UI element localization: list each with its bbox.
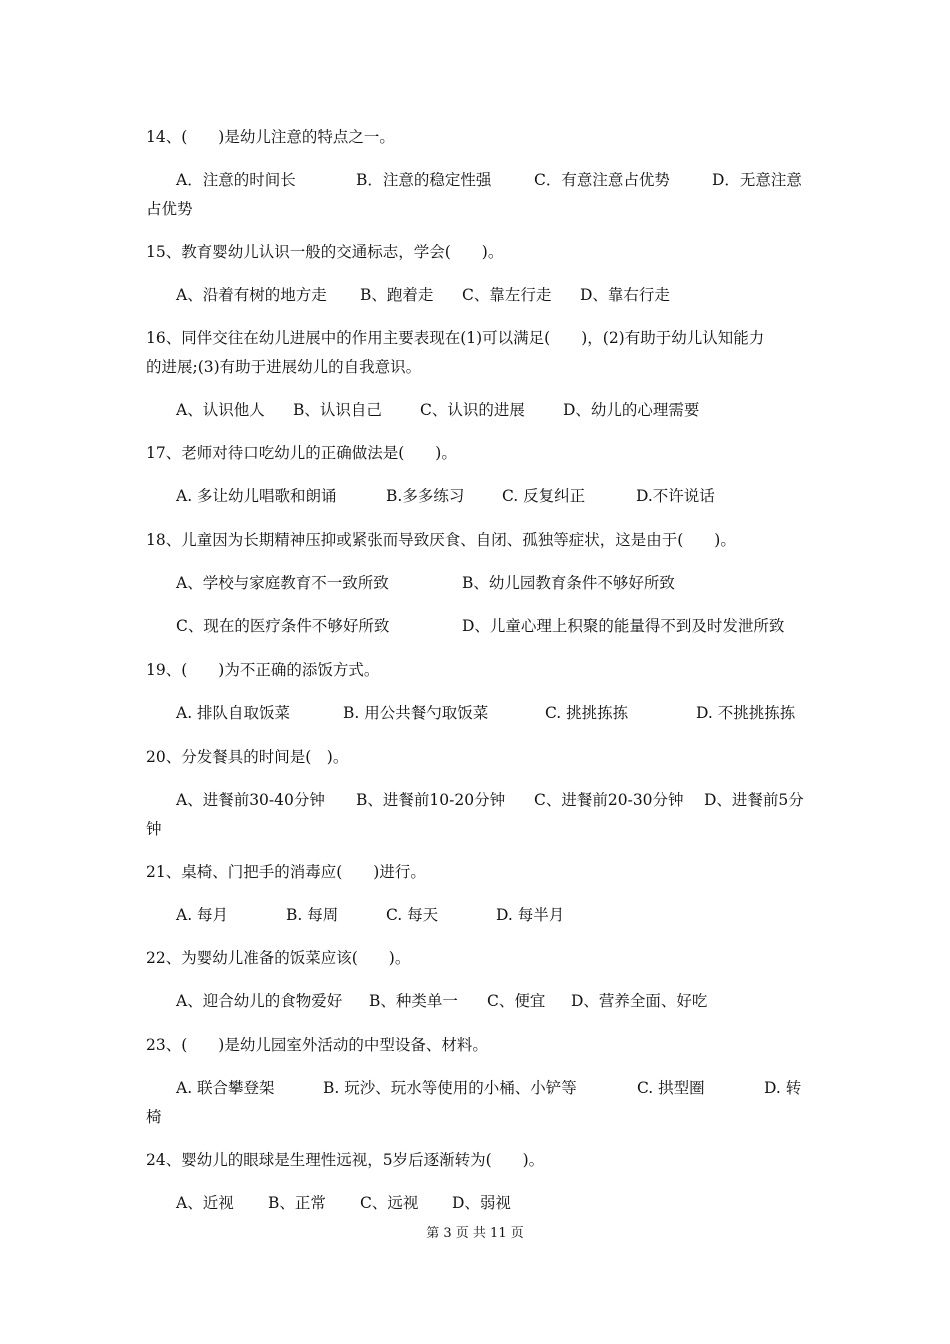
option-b: B.多多练习 <box>386 487 465 505</box>
option-continuation: 钟 <box>146 820 162 838</box>
question-stem: 22、为婴幼儿准备的饭菜应该( )。 <box>146 949 411 967</box>
page-number-footer: 第 3 页 共 11 页 <box>426 1226 524 1241</box>
option-c: C、现在的医疗条件不够好所致 <box>176 617 390 635</box>
option-a: A、沿着有树的地方走 <box>176 286 327 304</box>
option-a: A. 每月 <box>176 906 229 924</box>
option-b: B、种类单一 <box>369 992 458 1010</box>
option-c: C. 反复纠正 <box>502 487 586 505</box>
option-b: B. 玩沙、玩水等使用的小桶、小铲等 <box>323 1079 577 1097</box>
option-a: A．注意的时间长 <box>176 171 296 189</box>
option-d: D. 每半月 <box>496 906 565 924</box>
question-stem: 15、教育婴幼儿认识一般的交通标志，学会( )。 <box>146 243 504 261</box>
option-d: D、进餐前5分 <box>704 791 804 809</box>
option-c: C、认识的进展 <box>420 401 525 419</box>
option-a: A、迎合幼儿的食物爱好 <box>176 992 343 1010</box>
option-a: A、学校与家庭教育不一致所致 <box>176 574 389 592</box>
option-d: D、营养全面、好吃 <box>571 992 708 1010</box>
option-b: B. 每周 <box>286 906 339 924</box>
option-d: D、弱视 <box>452 1194 511 1212</box>
option-c: C、进餐前20-30分钟 <box>534 791 684 809</box>
option-a: A、近视 <box>176 1194 234 1212</box>
question-stem-cont: 的进展;(3)有助于进展幼儿的自我意识。 <box>146 358 422 376</box>
question-stem: 19、( )为不正确的添饭方式。 <box>146 661 380 679</box>
option-d: D、幼儿的心理需要 <box>563 401 700 419</box>
question-stem: 21、桌椅、门把手的消毒应( )进行。 <box>146 863 426 881</box>
option-c: C、远视 <box>360 1194 419 1212</box>
option-continuation: 占优势 <box>146 200 193 218</box>
option-d: D．无意注意 <box>712 171 802 189</box>
option-a: A、认识他人 <box>176 401 265 419</box>
option-a: A、进餐前30-40分钟 <box>176 791 325 809</box>
option-b: B、跑着走 <box>360 286 434 304</box>
option-b: B. 用公共餐勺取饭菜 <box>343 704 489 722</box>
question-stem: 20、分发餐具的时间是( )。 <box>146 748 349 766</box>
question-stem: 17、老师对待口吃幼儿的正确做法是( )。 <box>146 444 457 462</box>
option-c: C、便宜 <box>487 992 546 1010</box>
option-a: A. 联合攀登架 <box>176 1079 275 1097</box>
option-b: B、认识自己 <box>293 401 382 419</box>
option-c: C．有意注意占优势 <box>534 171 670 189</box>
option-d: D.不许说话 <box>636 487 715 505</box>
option-continuation: 椅 <box>146 1108 162 1126</box>
option-a: A. 多让幼儿唱歌和朗诵 <box>176 487 337 505</box>
question-stem: 23、( )是幼儿园室外活动的中型设备、材料。 <box>146 1036 488 1054</box>
question-stem: 14、( )是幼儿注意的特点之一。 <box>146 128 395 146</box>
option-d: D、儿童心理上积聚的能量得不到及时发泄所致 <box>462 617 785 635</box>
option-b: B、进餐前10-20分钟 <box>356 791 506 809</box>
question-stem: 18、儿童因为长期精神压抑或紧张而导致厌食、自闭、孤独等症状，这是由于( )。 <box>146 531 736 549</box>
option-d: D. 不挑挑拣拣 <box>696 704 796 722</box>
option-c: C. 挑挑拣拣 <box>545 704 629 722</box>
option-c: C. 拱型圈 <box>637 1079 705 1097</box>
option-b: B、幼儿园教育条件不够好所致 <box>462 574 675 592</box>
option-c: C、靠左行走 <box>462 286 552 304</box>
option-c: C. 每天 <box>386 906 439 924</box>
question-stem: 24、婴幼儿的眼球是生理性远视，5岁后逐渐转为( )。 <box>146 1151 545 1169</box>
option-b: B．注意的稳定性强 <box>356 171 492 189</box>
question-stem: 16、同伴交往在幼儿进展中的作用主要表现在(1)可以满足( )，(2)有助于幼儿认知能力 <box>146 329 765 347</box>
option-a: A. 排队自取饭菜 <box>176 704 291 722</box>
option-b: B、正常 <box>268 1194 326 1212</box>
option-d: D. 转 <box>764 1079 802 1097</box>
option-d: D、靠右行走 <box>580 286 670 304</box>
